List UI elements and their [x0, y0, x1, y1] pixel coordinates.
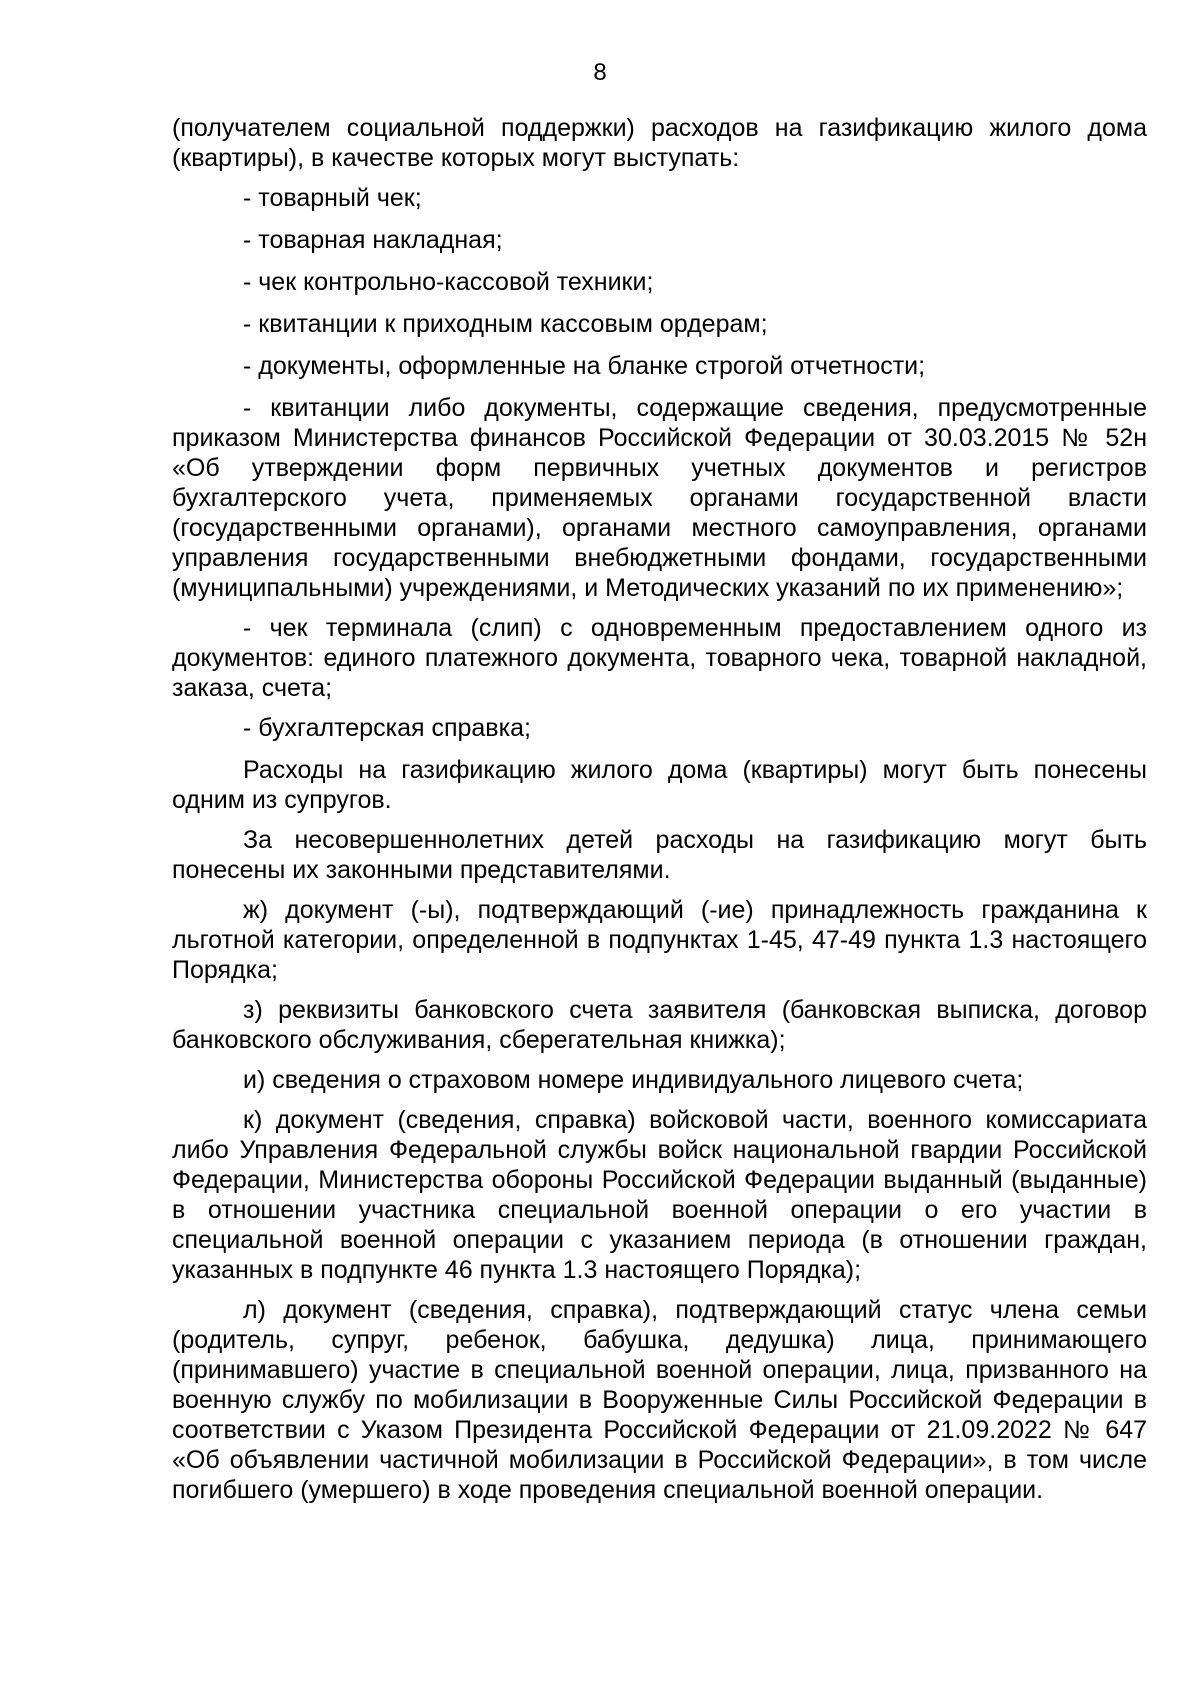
paragraph-intro: (получателем социальной поддержки) расходов на газификацию жилого дома (квартиры), в качестве которых могут выступать:: [172, 114, 1147, 172]
list-item-strict-reporting-forms: - документы, оформленные на бланке строгой отчетности;: [243, 352, 926, 380]
paragraph-item-l: л) документ (сведения, справка), подтверждающий статус члена семьи (родитель, супруг, ребенок, бабушка, дедушка) лица, принимающего (принимавшего) участие в специальной военной операции, лица, призванного на военную службу по мобилизации в Вооруженные Силы Российской Федерации в соответствии с Указом Президента Российской Федерации от 21.09.2022 № 647 «Об объявлении частичной мобилизации в Российской Федерации», в том числе погибшего (умершего) в ходе проведения специальной военной операции.: [172, 1296, 1147, 1504]
paragraph-item-k: к) документ (сведения, справка) войсковой части, военного комиссариата либо Управления Федеральной службы войск национальной гвардии Российской Федерации, Министерства обороны Российской Федерации выданный (выданные) в отношении участника специальной военной операции о его участии в специальной военной операции с указанием периода (в отношении граждан, указанных в подпункте 46 пункта 1.3 настоящего Порядка);: [172, 1106, 1147, 1284]
list-item-cash-register-receipt: - чек контрольно-кассовой техники;: [243, 268, 654, 296]
list-item-cash-order-receipts: - квитанции к приходным кассовым ордерам;: [243, 310, 768, 338]
paragraph-item-z: з) реквизиты банковского счета заявителя (банковская выписка, договор банковского обслуживания, сберегательная книжка);: [172, 996, 1147, 1054]
list-item-accounting-certificate: - бухгалтерская справка;: [243, 714, 531, 742]
document-body: [172, 113, 1147, 1515]
page-number: 8: [593, 59, 607, 86]
list-item-waybill: - товарная накладная;: [243, 226, 503, 254]
paragraph-minors-expenses: За несовершеннолетних детей расходы на газификацию могут быть понесены их законными представителями.: [172, 826, 1147, 884]
list-item-sales-receipt: - товарный чек;: [243, 184, 422, 212]
paragraph-item-zh: ж) документ (-ы), подтверждающий (-ие) принадлежность гражданина к льготной категории, определенной в подпунктах 1-45, 47-49 пункта 1.3 настоящего Порядка;: [172, 896, 1147, 984]
list-item-ministry-order-docs: - квитанции либо документы, содержащие сведения, предусмотренные приказом Министерства финансов Российской Федерации от 30.03.2015 № 52н «Об утверждении форм первичных учетных документов и регистров бухгалтерского учета, применяемых органами государственной власти (государственными органами), органами местного самоуправления, органами управления государственными внебюджетными фондами, государственными (муниципальными) учреждениями, и Методических указаний по их применению»;: [172, 394, 1147, 602]
paragraph-spouse-expenses: Расходы на газификацию жилого дома (квартиры) могут быть понесены одним из супругов.: [172, 756, 1147, 814]
list-item-terminal-slip: - чек терминала (слип) с одновременным предоставлением одного из документов: единого платежного документа, товарного чека, товарной накладной, заказа, счета;: [172, 614, 1147, 702]
paragraph-item-i: и) сведения о страховом номере индивидуального лицевого счета;: [243, 1066, 1024, 1094]
